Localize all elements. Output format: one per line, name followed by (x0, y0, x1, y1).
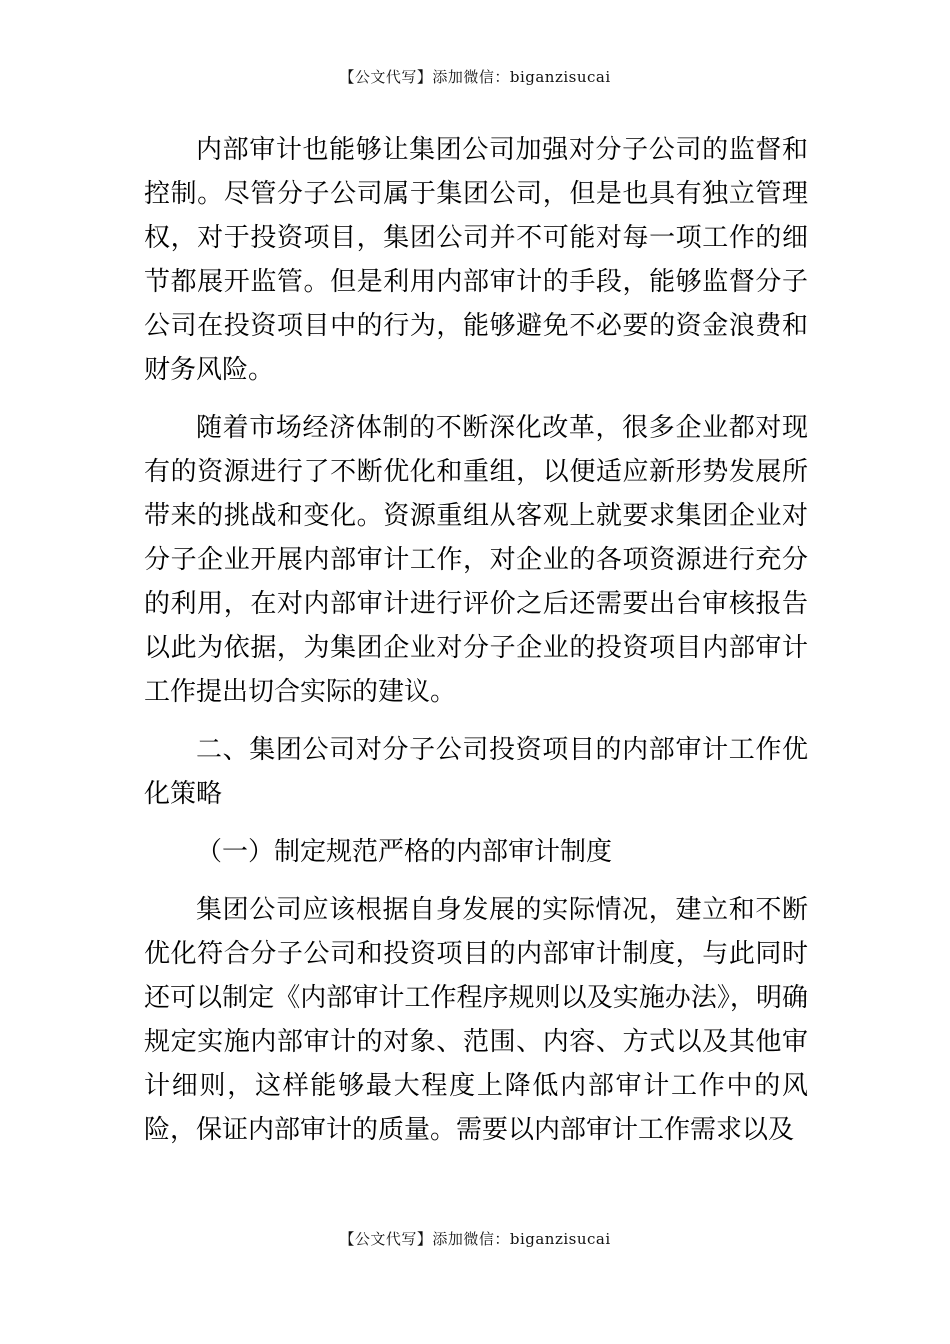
paragraph-resource-restructuring: 随着市场经济体制的不断深化改革，很多企业都对现有的资源进行了不断优化和重组，以便适应新形势发展所带来的挑战和变化。资源重组从客观上就要求集团企业对分子企业开展内部审计工作，对企业的各项资源进行充分的利用，在对内部审计进行评价之后还需要出台审核报告以此为依据，为集团企业对分子企业的投资项目内部审计工作提出切合实际的建议。 (144, 413, 808, 707)
page-header: 【公文代写】添加微信：biganzisucai (339, 68, 611, 86)
paragraph-audit-system: 集团公司应该根据自身发展的实际情况，建立和不断优化符合分子公司和投资项目的内部审计制度，与此同时还可以制定《内部审计工作程序规则以及实施办法》，明确规定实施内部审计的对象、范围、内容、方式以及其他审计细则，这样能够最大程度上降低内部审计工作中的风险，保证内部审计的质量。需要以内部审计工作需求以及 (144, 895, 808, 1145)
subsection-heading-audit-system: （一）制定规范严格的内部审计制度 (196, 837, 613, 867)
page-footer: 【公文代写】添加微信：biganzisucai (339, 1230, 611, 1248)
section-heading-optimization-strategy: 二、集团公司对分子公司投资项目的内部审计工作优化策略 (144, 735, 808, 809)
document-body (144, 128, 808, 1166)
paragraph-supervision: 内部审计也能够让集团公司加强对分子公司的监督和控制。尽管分子公司属于集团公司，但是也具有独立管理权，对于投资项目，集团公司并不可能对每一项工作的细节都展开监管。但是利用内部审计的手段，能够监督分子公司在投资项目中的行为，能够避免不必要的资金浪费和财务风险。 (144, 135, 808, 385)
